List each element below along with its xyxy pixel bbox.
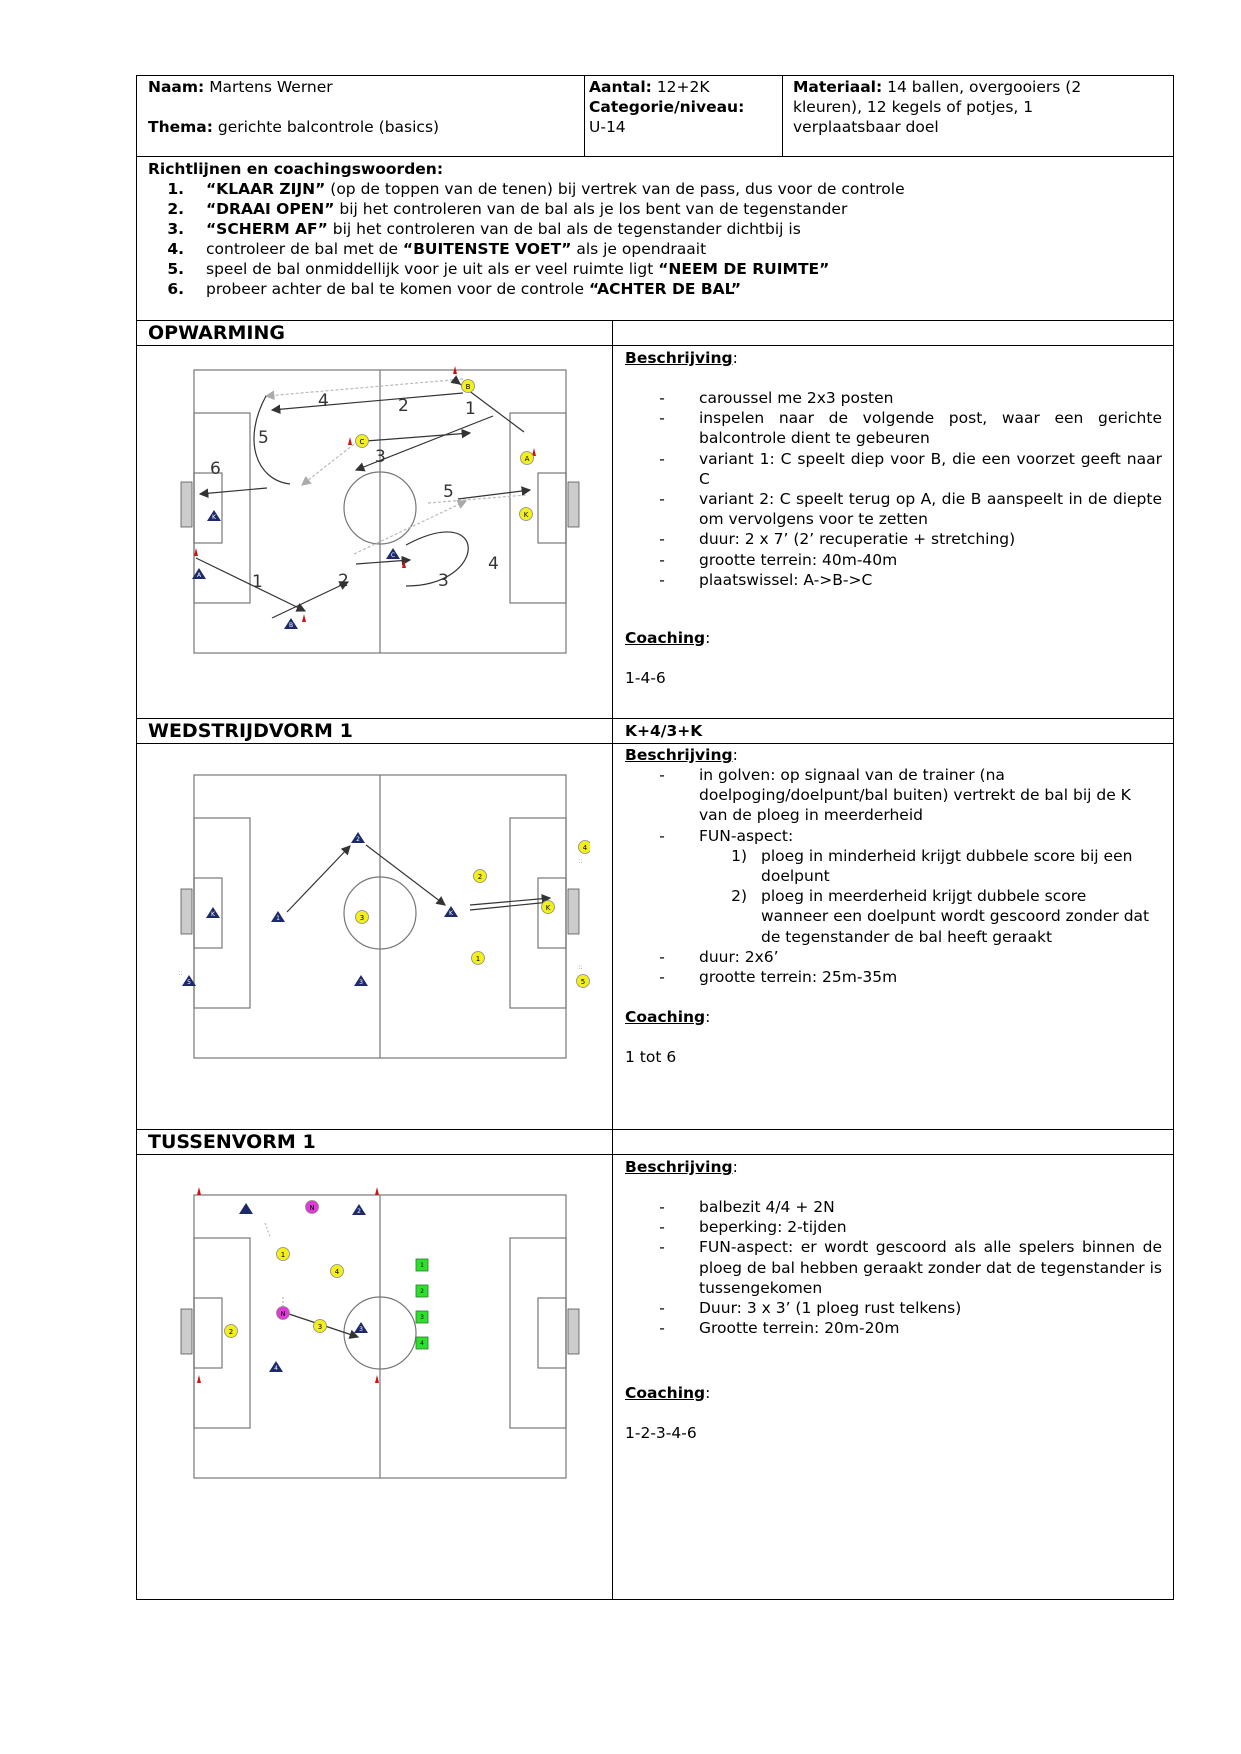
row-line [136,718,1174,719]
opwarming-diagram [170,360,590,660]
pass-number: 3 [438,571,449,591]
svg-text:C: C [359,438,365,446]
guideline-item: 5. speel de bal onmiddellijk voor je uit als er veel ruimte ligt “NEEM DE RUIMTE” [167,260,830,278]
header-divider-row [136,156,1174,157]
guidelines-title: Richtlijnen en coachingswoorden: [148,160,444,178]
list-item: - balbezit 4/4 + 2N [659,1198,835,1216]
guideline-item: 1. “KLAAR ZIJN” (op de toppen van de tenen) bij vertrek van de pass, dus voor de controle [167,180,905,198]
svg-text:2: 2 [228,1328,234,1336]
svg-text:3: 3 [359,979,363,986]
blue-players [192,510,400,629]
aantal-value: 12+2K [656,78,710,96]
section-title-wedstrijdvorm: WEDSTRIJDVORM 1 [148,720,353,742]
pass-number: 6 [210,459,221,479]
svg-text:4: 4 [420,1340,424,1347]
zone-cones [197,1187,379,1383]
list-item: - variant 2: C speelt terug op A, die B aanspeelt in de diepte om vervolgens voor te zetten [659,490,1162,529]
aantal-label: Aantal: [589,78,652,96]
pass-arrows [265,1223,358,1337]
sections-divider-vertical [612,320,613,1600]
list-item: - caroussel me 2x3 posten [659,389,894,407]
list-item: - grootte terrein: 40m-40m [659,550,898,569]
categorie-label: Categorie/niveau: [589,98,745,116]
svg-text:5: 5 [580,978,586,986]
wedstrijdvorm-sublist [699,846,1162,947]
svg-text:::: :: [578,963,583,971]
naam-label: Naam: [148,78,205,96]
svg-text:N: N [309,1204,315,1212]
naam-field [148,77,333,97]
guideline-item: 4. controleer de bal met de “BUITENSTE VOET” als je opendraait [167,240,707,258]
svg-text:3: 3 [420,1314,424,1321]
row-line [136,345,1174,346]
pass-number: 5 [443,482,454,502]
svg-text:3: 3 [359,1326,363,1333]
thema-label: Thema: [148,118,213,136]
list-item: - variant 1: C speelt diep voor B, die een voorzet geeft naar C [659,449,1162,488]
wedstrijdvorm-coaching-value: 1 tot 6 [625,1048,677,1066]
list-item: - duur: 2 x 7’ (2’ recuperatie + stretching) [659,530,1016,549]
row-line [136,743,1174,744]
svg-text:C: C [390,552,396,559]
tussenvorm-coaching-value: 1-2-3-4-6 [625,1424,697,1442]
svg-text:A: A [524,455,530,463]
naam-value: Martens Werner [209,78,333,96]
guideline-item: 6. probeer achter de bal te komen voor de controle “ACHTER DE BAL” [167,280,742,298]
pass-number: 4 [488,554,499,574]
categorie-value: U-14 [589,118,626,136]
list-item: - Grootte terrein: 20m-20m [659,1319,900,1338]
coaching-label: Coaching [625,1008,706,1026]
svg-text:::: :: [178,969,183,977]
materiaal-label: Materiaal: [793,78,883,96]
guidelines [148,159,1168,299]
coaching-label: Coaching [625,1384,706,1402]
svg-text:K: K [211,911,215,918]
wedstrijdvorm-list-2 [625,947,1162,987]
field-lines [194,370,566,653]
wedstrijdvorm-list [625,765,1162,846]
header-divider-1 [584,75,585,156]
pass-number: 1 [465,399,476,419]
list-item: - grootte terrein: 25m-35m [659,968,898,987]
materiaal-line2: kleuren), 12 kegels of potjes, 1 [793,98,1034,116]
green-marker-numbers [420,1262,424,1347]
svg-text:B: B [465,383,471,391]
header-divider-2 [782,75,783,156]
blue-players [239,1203,368,1372]
wedstrijdvorm-description: Beschrijving: - in golven: op signaal van de trainer (na doelpoging/doelpunt/bal buiten) vertrekt de bal bij de K van de ploeg in meerderheid - FUN-aspect: 1) ploeg in minderheid krijgt dubbele score bij een doelpunt 2) ploeg in meerderheid krijgt dubbele score wanneer een doelpunt wordt gescoord zonder dat de tegenstander de bal heeft geraakt - duur: 2x6’ - grootte terrein: 25m-35m [625,745,1162,987]
svg-text:A: A [196,572,202,579]
pass-number: 5 [258,428,269,448]
aantal-field [589,77,744,137]
thema-field [148,117,439,137]
pass-number: 2 [398,396,409,416]
list-item: - Duur: 3 x 3’ (1 ploeg rust telkens) [659,1299,962,1318]
row-line [136,1129,1174,1130]
field-lines [194,775,566,1058]
svg-text:B: B [288,622,294,629]
guideline-item: 3. “SCHERM AF” bij het controleren van de bal als de tegenstander dichtbij is [167,220,801,238]
tussenvorm-diagram [170,1185,590,1485]
wedstrijdvorm-diagram [170,765,590,1065]
list-item: - plaatswissel: A->B->C [659,570,873,589]
svg-text:2: 2 [420,1288,424,1295]
yellow-players [356,841,591,988]
sub-item: 1) ploeg in minderheid krijgt dubbele score bij een doelpunt [731,846,1133,886]
tussenvorm-description: Beschrijving: - balbezit 4/4 + 2N - beperking: 2-tijden - FUN-aspect: er wordt gescoord als alle spelers binnen de ploeg de bal hebben geraakt zonder dat de tegenstander is tussengekomen - Duur: 3 x 3’ (1 ploeg rust telkens) - Grootte terrein: 20m-20m [625,1158,1162,1338]
pass-numbers [210,391,499,592]
blue-players [182,832,458,986]
pass-number: 4 [318,391,329,411]
pass-number: 2 [338,571,349,591]
svg-text:N: N [280,1310,286,1318]
svg-text:K: K [449,910,453,917]
svg-text:2: 2 [357,1208,361,1215]
materiaal-line1: 14 ballen, overgooiers (2 [887,78,1082,96]
section-title-tussenvorm: TUSSENVORM 1 [148,1131,316,1153]
svg-text:4: 4 [582,844,588,852]
beschrijving-label: Beschrijving [625,349,733,367]
row-line [136,1154,1174,1155]
tussenvorm-coaching: Coaching: [625,1384,711,1402]
list-item: - FUN-aspect: er wordt gescoord als alle spelers binnen de ploeg de bal hebben geraakt zonder dat de tegenstander is tussengekomen [659,1238,1162,1297]
svg-text:3: 3 [317,1323,323,1331]
guideline-item: 2. “DRAAI OPEN” bij het controleren van de bal als je los bent van de tegenstander [167,200,848,218]
svg-text:3: 3 [359,914,365,922]
svg-text:5: 5 [187,979,191,986]
opwarming-list [625,388,1162,590]
pass-number: 1 [252,572,263,592]
list-item: - in golven: op signaal van de trainer (na doelpoging/doelpunt/bal buiten) vertrekt de bal bij de K van de ploeg in meerderheid [659,766,1131,825]
svg-text:4: 4 [334,1268,340,1276]
list-item: - inspelen naar de volgende post, waar een gerichte balcontrole dient te gebeuren [659,409,1162,448]
svg-text:K: K [523,511,529,519]
svg-text:K: K [545,904,551,912]
yellow-players [225,1248,344,1338]
thema-value: gerichte balcontrole (basics) [217,118,440,136]
beschrijving-label: Beschrijving [625,746,733,764]
sub-item: 2) ploeg in meerderheid krijgt dubbele score wanneer een doelpunt wordt gescoord zonder dat de tegenstander de bal heeft geraakt [731,887,1150,946]
wedstrijdvorm-coaching: Coaching: [625,1008,711,1026]
wedstrijdvorm-right-header: K+4/3+K [625,722,703,740]
cones [194,366,536,622]
pass-arrows [196,379,530,618]
opwarming-coaching-value: 1-4-6 [625,669,666,687]
green-markers [416,1259,428,1349]
materiaal-field [793,77,1081,137]
guidelines-list [148,179,1168,299]
beschrijving-label: Beschrijving [625,1158,733,1176]
opwarming-coaching: Coaching: [625,629,711,647]
tussenvorm-list [625,1197,1162,1338]
materiaal-line3: verplaatsbaar doel [793,118,939,136]
list-item: - FUN-aspect: [659,826,794,845]
svg-text:4: 4 [274,1365,278,1372]
svg-text:1: 1 [276,915,280,922]
opwarming-description: Beschrijving: - caroussel me 2x3 posten - inspelen naar de volgende post, waar een gerichte balcontrole dient te gebeuren - variant 1: C speelt diep voor B, die een voorzet geeft naar C - variant 2: C speelt terug op A, die B aanspeelt in de diepte om vervolgens voor te zetten - duur: 2 x 7’ (2’ recuperatie + stretching) - grootte terrein: 40m-40m - plaatswissel: A->B->C [625,349,1162,589]
svg-text:1: 1 [475,955,481,963]
section-title-opwarming: OPWARMING [148,322,285,344]
field-lines [194,1195,566,1478]
svg-text:2: 2 [477,873,483,881]
svg-text:1: 1 [420,1262,424,1269]
svg-text:K: K [212,514,216,521]
list-item: - beperking: 2-tijden [659,1218,847,1237]
svg-text:2: 2 [356,836,360,843]
coaching-label: Coaching [625,629,706,647]
pass-number: 3 [375,447,386,467]
svg-text:1: 1 [280,1251,286,1259]
svg-text:::: :: [578,857,583,865]
list-item: - duur: 2x6’ [659,947,779,966]
